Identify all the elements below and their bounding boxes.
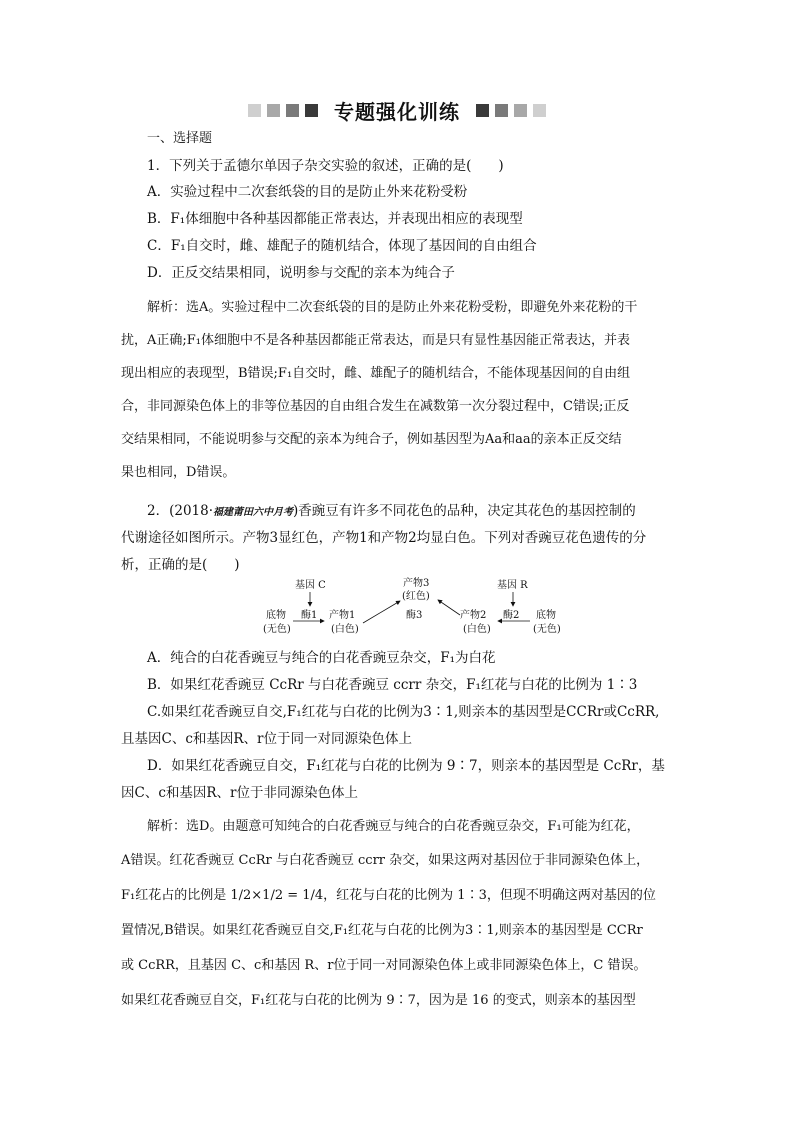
- q2-option-c-cont: 且基因C、c和基因R、r位于同一对同源染色体上: [121, 731, 413, 747]
- q1-analysis-line: 果也相同，D错误。: [121, 465, 236, 480]
- q2-stem-line: 代谢途径如图所示。产物3显红色，产物1和产物2均显白色。下列对香豌豆花色遗传的分: [121, 530, 647, 546]
- q1-analysis-line: 扰，A正确;F₁体细胞中不是各种基因都能正常表达，而是只有显性基因能正常表达，并表: [121, 333, 631, 348]
- q2-source: 福建莆田六中月考: [213, 507, 294, 518]
- product3-color: (红色): [402, 591, 430, 602]
- question-1-stem: 1．下列关于孟德尔单因子杂交实验的叙述，正确的是( ): [147, 158, 504, 174]
- page-title: 专题强化训练: [334, 100, 460, 124]
- q2-analysis-line: 置情况,B错误。如果红花香豌豆自交,F₁红花与白花的比例为3∶1,则亲本的基因型是 CCRr: [121, 923, 643, 938]
- q1-analysis-line: 解析：选A。实验过程中二次套纸袋的目的是防止外来花粉受粉，即避免外来花粉的干: [147, 300, 638, 315]
- enzyme3-label: 酶3: [406, 610, 423, 621]
- q2-analysis-line: 或 CcRR，且基因 C、c和基因 R、r位于同一对同源染色体上或非同源染色体上，C 错误。: [121, 958, 647, 973]
- gene-r-label: 基因 R: [497, 580, 528, 591]
- q2-analysis-line: F₁红花占的比例是 1/2×1/2 = 1/4，红花与白花的比例为 1∶3，但现不明确这两对基因的位: [121, 888, 656, 903]
- q1-option-d: D．正反交结果相同，说明参与交配的亲本为纯合子: [147, 265, 455, 281]
- page-header: [0, 96, 794, 125]
- enzyme1-label: 酶1: [301, 610, 318, 621]
- decor-square-icon: [286, 104, 299, 117]
- substrate-right-label: 底物: [536, 610, 556, 621]
- decor-square-icon: [495, 104, 508, 117]
- product1-label: 产物1: [329, 610, 356, 621]
- q2-option-c: C.如果红花香豌豆自交,F₁红花与白花的比例为3∶1,则亲本的基因型是CCRr或CcRR,: [147, 704, 660, 720]
- q2-stem-prefix: 2．(2018·: [147, 503, 214, 519]
- q1-option-a: A．实验过程中二次套纸袋的目的是防止外来花粉受粉: [147, 184, 468, 200]
- product2-label: 产物2: [460, 610, 487, 621]
- product1-to-product3-arrow: [363, 601, 400, 623]
- q2-stem-suffix: )香豌豆有许多不同花色的品种，决定其花色的基因控制的: [293, 503, 636, 519]
- product2-color: (白色): [463, 624, 491, 635]
- substrate-right-color: (无色): [533, 624, 561, 635]
- q1-analysis-line: 交结果相同，不能说明参与交配的亲本为纯合子，例如基因型为Aa和aa的亲本正反交结: [121, 432, 622, 447]
- q2-option-d: D．如果红花香豌豆自交，F₁红花与白花的比例为 9∶7，则亲本的基因型是 CcRr，基: [147, 758, 665, 774]
- question-2-stem: [147, 499, 636, 519]
- gene-c-label: 基因 C: [295, 580, 326, 591]
- product2-to-product3-arrow: [438, 600, 460, 615]
- enzyme2-label: 酶2: [503, 610, 520, 621]
- q2-option-a: A．纯合的白花香豌豆与纯合的白花香豌豆杂交，F₁为白花: [147, 650, 496, 666]
- q1-option-c: C．F₁自交时，雌、雄配子的随机结合，体现了基因间的自由组合: [147, 238, 537, 254]
- decor-square-icon: [305, 104, 318, 117]
- metabolic-pathway-diagram: [255, 573, 575, 643]
- q1-analysis-line: 合，非同源染色体上的非等位基因的自由组合发生在减数第一次分裂过程中，C错误;正反: [121, 399, 630, 414]
- decor-square-icon: [267, 104, 280, 117]
- q2-option-b: B．如果红花香豌豆 CcRr 与白花香豌豆 ccrr 杂交，F₁红花与白花的比例为 1∶3: [147, 677, 638, 693]
- decor-square-icon: [514, 104, 527, 117]
- q2-analysis-line: 如果红花香豌豆自交，F₁红花与白花的比例为 9∶7，因为是 16 的变式，则亲本的基因型: [121, 993, 636, 1008]
- substrate-left-label: 底物: [266, 610, 286, 621]
- q1-analysis-line: 现出相应的表现型，B错误;F₁自交时，雌、雄配子的随机结合，不能体现基因间的自由组: [121, 366, 631, 381]
- q2-stem-line: 析，正确的是( ): [121, 557, 240, 573]
- q2-option-d-cont: 因C、c和基因R、r位于非同源染色体上: [121, 785, 359, 801]
- section-heading: 一、选择题: [147, 131, 213, 146]
- decor-square-icon: [476, 104, 489, 117]
- substrate-left-color: (无色): [263, 624, 291, 635]
- product1-color: (白色): [331, 624, 359, 635]
- q2-analysis-line: A错误。红花香豌豆 CcRr 与白花香豌豆 ccrr 杂交，如果这两对基因位于非同源染色体上，: [121, 853, 650, 868]
- product3-label: 产物3: [403, 578, 430, 589]
- decor-square-icon: [533, 104, 546, 117]
- q1-option-b: B．F₁体细胞中各种基因都能正常表达，并表现出相应的表现型: [147, 211, 523, 227]
- decor-square-icon: [248, 104, 261, 117]
- q2-analysis-line: 解析：选D。由题意可知纯合的白花香豌豆与纯合的白花香豌豆杂交，F₁可能为红花，: [147, 819, 640, 834]
